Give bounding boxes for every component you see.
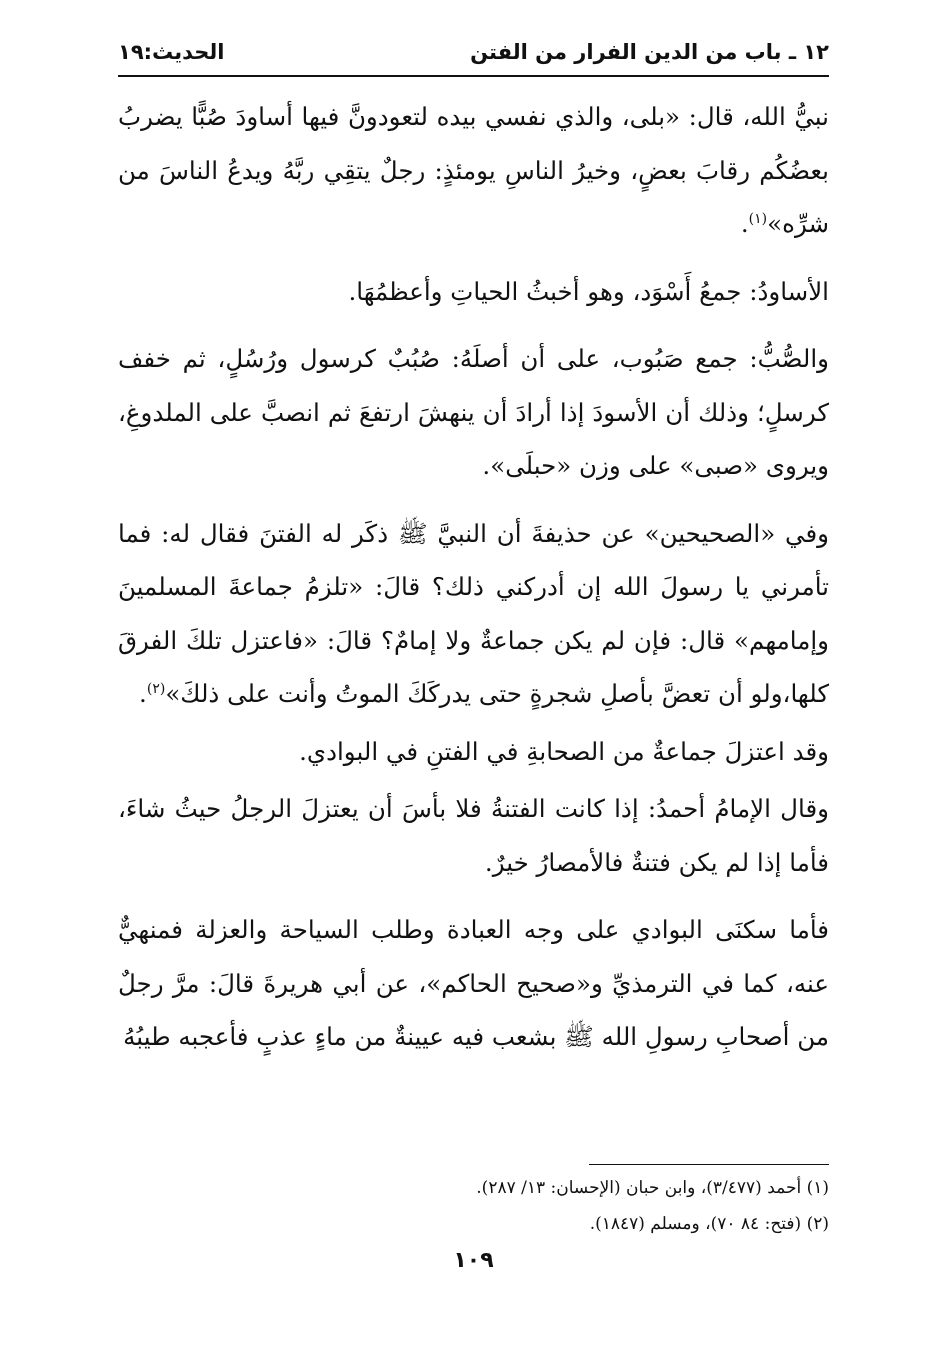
running-header (118, 26, 829, 74)
footnote: (٢) (فتح: ٨٤ ٧٠)، ومسلم (١٨٤٧). (589, 1214, 829, 1234)
body-text (118, 90, 829, 1078)
hadith-number: الحديث:١٩ (118, 40, 225, 64)
header-rule (118, 75, 829, 77)
footnotes (118, 1170, 829, 1242)
paragraph: الأساودُ: جمعُ أَسْوَد، وهو أخبثُ الحياتِ وأعظمُهَا. (348, 276, 829, 306)
chapter-title: ١٢ ـ باب من الدين الفرار من الفتن (470, 40, 829, 64)
paragraph: والصُّبُّ: جمع صَبُوب، على أن أصلَهُ: صُبُبٌ كرسول ورُسُلٍ، ثم خفف كرسلٍ؛ وذلك أن الأسودَ إذا أرادَ أن ينهشَ ارتفعَ ثم انصبَّ على الملدوغِ، ويروى «صبى» على وزن «حبلَى». (118, 344, 829, 480)
footnote-rule (589, 1164, 829, 1165)
footnote-ref: (٢) (146, 680, 166, 697)
footnote-ref: (١) (748, 210, 768, 227)
page-number: ١٠٩ (453, 1248, 494, 1273)
paragraph-text: وفي «الصحيحين» عن حذيفةَ أن النبيَّ ﷺ ذكَر له الفتنَ فقال له: فما تأمرني يا رسولَ الله إن أدركني ذلك؟ قالَ: «تلزمُ جماعةَ المسلمينَ وإمامهم» قال: فإن لم يكن جماعةٌ ولا إمامٌ؟ قالَ: «فاعتزل تلكَ الفرقَ كلها،ولو أن تعضَّ بأصلِ شجرةٍ حتى يدركَكَ الموتُ وأنت على ذلكَ» (118, 518, 829, 708)
paragraph-text: نبيُّ الله، قال: «بلى، والذي نفسي بيده لتعودونَّ فيها أساودَ صُبًّا يضربُ بعضُكُم رقابَ بعضٍ، وخيرُ الناسِ يومئذٍ: رجلٌ يتقِي ربَّهُ ويدعُ الناسَ من شرِّه» (118, 102, 829, 238)
paragraph: فأما سكنَى البوادي على وجه العبادة وطلب السياحة والعزلة فمنهيٌّ عنه، كما في الترمذيِّ و«صحيح الحاكم»، عن أبي هريرةَ قالَ: مرَّ رجلٌ من أصحابِ رسولِ الله ﷺ بشعب فيه عيينةٌ من ماءٍ عذبٍ فأعجبه طيبُهُ (118, 915, 829, 1051)
paragraph: وقد اعتزلَ جماعةٌ من الصحابةِ في الفتنِ في البوادي. (299, 736, 829, 766)
paragraph: وقال الإمامُ أحمدُ: إذا كانت الفتنةُ فلا بأسَ أن يعتزلَ الرجلُ حيثُ شاءَ، فأما إذا لم يكن فتنةٌ فالأمصارُ خيرٌ. (118, 794, 829, 877)
paragraph: وفي «الصحيحين» عن حذيفةَ أن النبيَّ ﷺ ذكَر له الفتنَ فقال له: فما تأمرني يا رسولَ الله إن أدركني ذلك؟ قالَ: «تلزمُ جماعةَ المسلمينَ وإمامهم» قال: فإن لم يكن جماعةٌ ولا إمامٌ؟ قالَ: «فاعتزل تلكَ الفرقَ كلها،ولو أن تعضَّ بأصلِ شجرةٍ حتى يدركَكَ الموتُ وأنت على ذلكَ»$^{(٢)}$. (118, 518, 829, 708)
paragraph: نبيُّ الله، قال: «بلى، والذي نفسي بيده لتعودونَّ فيها أساودَ صُبًّا يضربُ بعضُكُم رقابَ بعضٍ، وخيرُ الناسِ يومئذٍ: رجلٌ يتقِي ربَّهُ ويدعُ الناسَ من شرِّه»$^{(١)}$. (118, 102, 829, 238)
footnote: (١) أحمد (٣/٤٧٧)، وابن حبان (الإحسان: ١٣/ ٢٨٧). (476, 1178, 829, 1198)
